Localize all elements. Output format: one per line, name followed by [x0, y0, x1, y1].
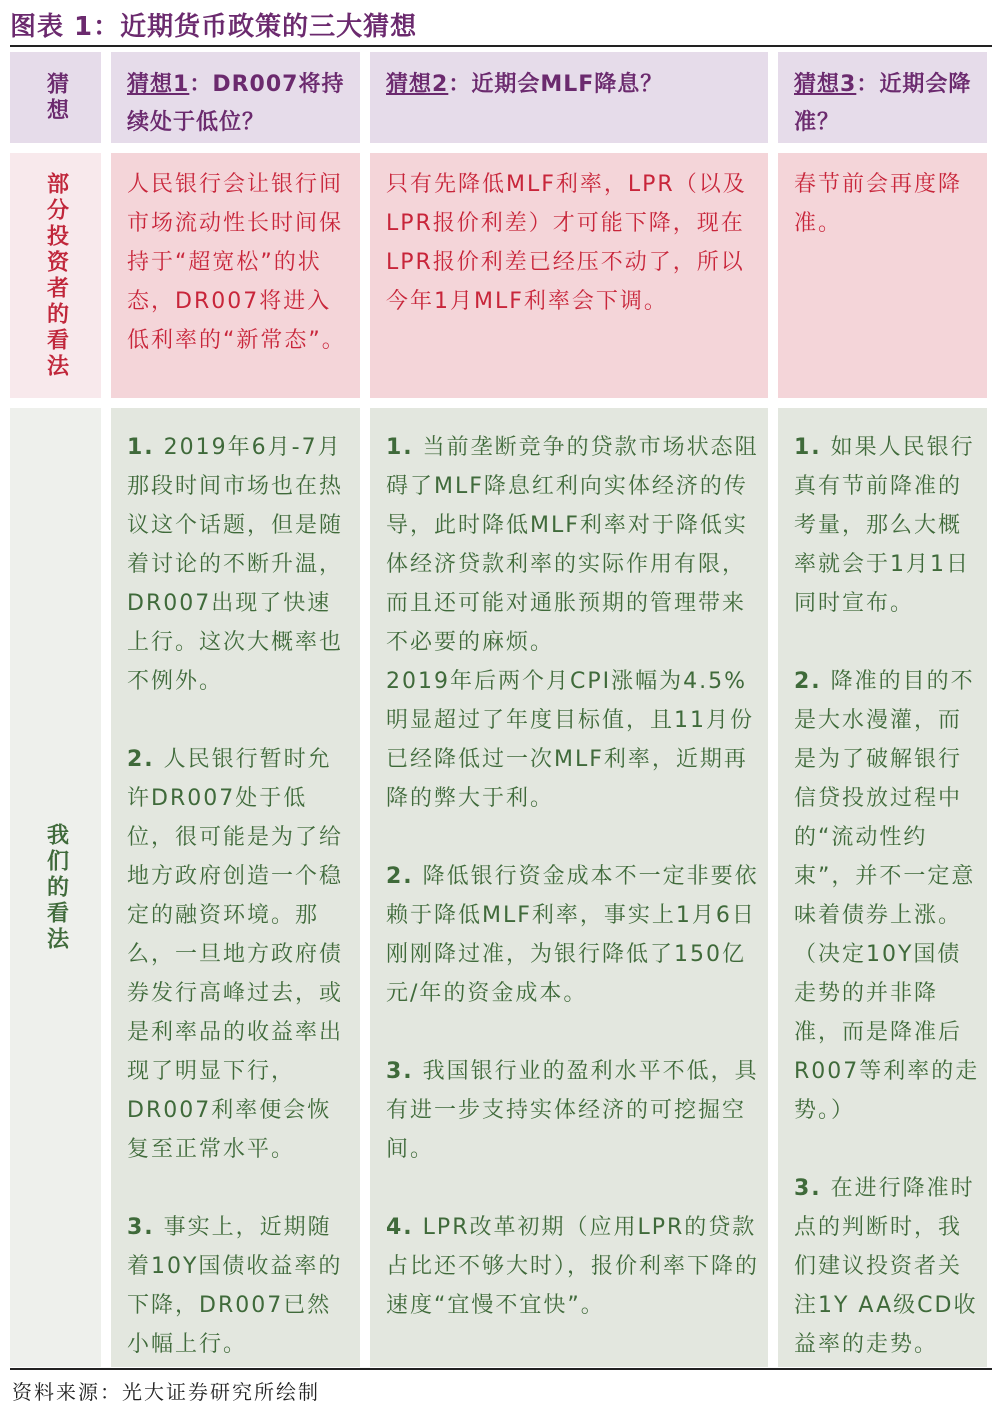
row-label-investors	[10, 153, 101, 398]
our-view-1-point-3: 3. 事实上，近期随着10Y国债收益率的下降，DR007已然小幅上行。	[127, 1215, 343, 1357]
investor-view-3: 春节前会再度降准。	[778, 153, 987, 398]
guess-2-tag: 猜想2	[386, 72, 449, 97]
our-view-1-point-2: 2. 人民银行暂时允许DR007处于低位，很可能是为了给地方政府创造一个稳定的融资环境。那么，一旦地方政府债券发行高峰过去，或是利率品的收益率出现了明显下行，DR007利率便会恢复至正常水平。	[127, 747, 344, 1162]
guess-3-tag: 猜想3	[794, 72, 857, 97]
row-label-guess	[10, 52, 101, 143]
our-view-2-point-4: 4. LPR改革初期（应用LPR的贷款占比还不够大时），报价利率下降的速度“宜慢不宜快”。	[386, 1215, 760, 1318]
top-rule	[10, 45, 992, 47]
our-view-2-point-1: 1. 当前垄断竞争的贷款市场状态阻碍了MLF降息红利向实体经济的传导，此时降低MLF利率对于降低实体经济贷款利率的实际作用有限，而且还可能对通胀预期的管理带来不必要的麻烦。	[386, 435, 759, 655]
our-view-3-point-1: 1. 如果人民银行真有节前降准的考量，那么大概率就会于1月1日同时宣布。	[794, 435, 975, 616]
our-view-2-point-1-extra: 2019年后两个月CPI涨幅为4.5%明显超过了年度目标值，且11月份已经降低过一次MLF利率，近期再降的弊大于利。	[386, 669, 754, 811]
our-view-guess-2	[370, 408, 768, 1367]
bottom-rule	[10, 1368, 992, 1370]
our-view-3-point-2: 2. 降准的目的不是大水漫灌，而是为了破解银行信贷投放过程中的“流动性约束”，并不一定意味着债券上涨。（决定10Y国债走势的并非降准，而是降准后R007等利率的走势。）	[794, 669, 980, 1123]
guess-1-tag: 猜想1	[127, 72, 190, 97]
our-view-2-point-3: 3. 我国银行业的盈利水平不低，具有进一步支持实体经济的可挖掘空间。	[386, 1059, 759, 1162]
guess-1-header	[111, 52, 360, 143]
guess-3-text: ：近期会降准？	[794, 72, 972, 135]
our-view-1-point-1: 1. 2019年6月-7月那段时间市场也在热议这个话题，但是随着讨论的不断升温，DR007出现了快速上行。这次大概率也不例外。	[127, 435, 344, 694]
our-view-guess-3	[778, 408, 987, 1367]
source-note: 资料来源：光大证券研究所绘制	[12, 1380, 320, 1404]
row-label-investors-text: 部分投资者的看法	[43, 171, 69, 380]
our-view-2-point-2: 2. 降低银行资金成本不一定非要依赖于降低MLF利率，事实上1月6日刚刚降过准，为银行降低了150亿元/年的资金成本。	[386, 864, 759, 1006]
figure-title: 图表 1：近期货币政策的三大猜想	[10, 12, 418, 42]
our-view-3-point-3: 3. 在进行降准时点的判断时，我们建议投资者关注1Y AA级CD收益率的走势。	[794, 1176, 978, 1357]
guess-2-header	[370, 52, 768, 143]
row-label-ours	[10, 408, 101, 1367]
row-label-guess-text: 猜想	[43, 71, 69, 124]
guess-1-text: ：DR007将持续处于低位？	[127, 72, 345, 135]
investor-view-2: 只有先降低MLF利率，LPR（以及LPR报价利差）才可能下降，现在LPR报价利差已经压不动了，所以今年1月MLF利率会下调。	[370, 153, 768, 398]
guess-3-header	[778, 52, 987, 143]
guess-2-text: ：近期会MLF降息？	[448, 72, 664, 97]
our-view-guess-1	[111, 408, 360, 1367]
row-label-ours-text: 我们的看法	[43, 822, 69, 953]
investor-view-1: 人民银行会让银行间市场流动性长时间保持于“超宽松”的状态，DR007将进入低利率的“新常态”。	[111, 153, 360, 398]
